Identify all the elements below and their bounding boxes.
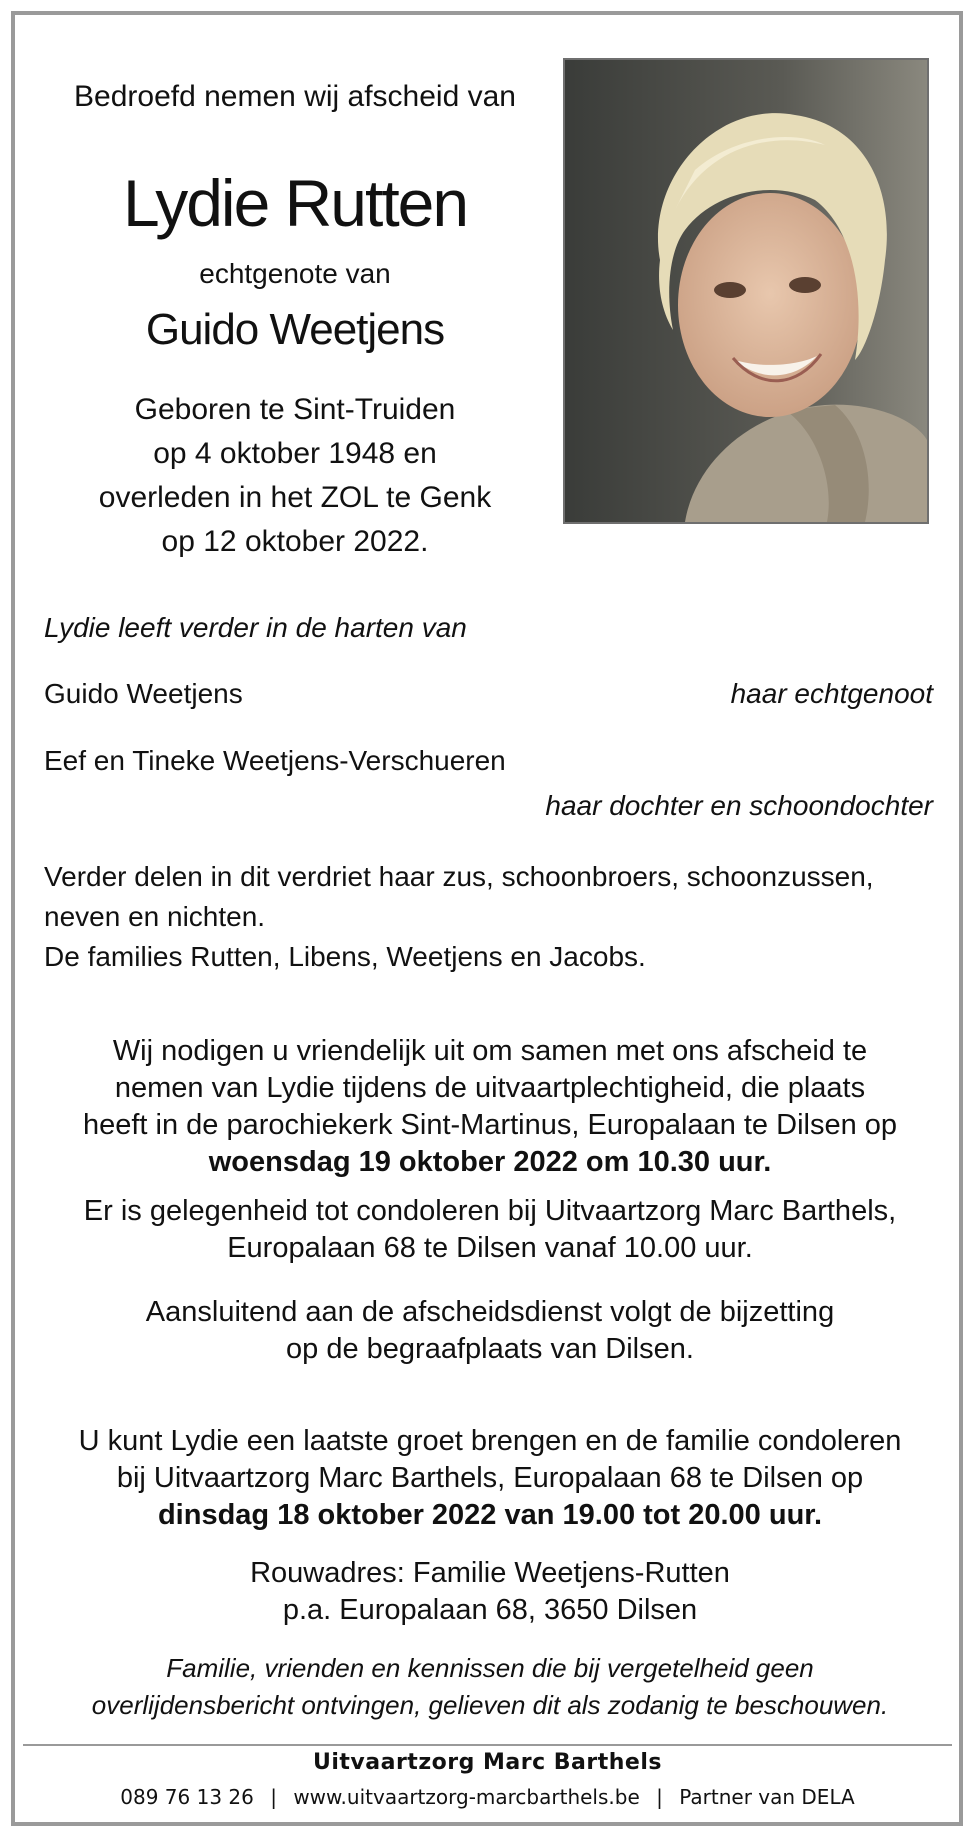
website-link[interactable]: www.uitvaartzorg-marcbarthels.be bbox=[293, 1785, 640, 1809]
burial-line: op de begraafplaats van Dilsen. bbox=[286, 1333, 694, 1365]
other-relatives-line: neven en nichten. bbox=[44, 901, 266, 932]
notice-line: Familie, vrienden en kennissen die bij vergetelheid geen bbox=[166, 1653, 814, 1683]
invitation-line: Wij nodigen u vriendelijk uit om samen met ons afscheid te bbox=[112, 1035, 868, 1067]
death-line: op 12 oktober 2022. bbox=[161, 525, 429, 558]
funeral-invitation bbox=[30, 1033, 950, 1181]
phone-number: 089 76 13 26 bbox=[120, 1785, 254, 1809]
family-member-name: Guido Weetjens bbox=[44, 678, 243, 709]
portrait-photo bbox=[563, 58, 929, 524]
burial-info bbox=[30, 1294, 950, 1368]
other-relatives bbox=[44, 857, 944, 977]
lives-on-intro: Lydie leeft verder in de harten van bbox=[44, 612, 467, 643]
family-member-relation: haar dochter en schoondochter bbox=[545, 790, 933, 821]
other-relatives-line: Verder delen in dit verdriet haar zus, schoonbroers, schoonzussen, bbox=[44, 861, 874, 892]
partner-text: Partner van DELA bbox=[679, 1785, 855, 1809]
footer-separator: | bbox=[270, 1785, 277, 1809]
family-member-relation: haar echtgenoot bbox=[730, 678, 933, 709]
invitation-line: heeft in de parochiekerk Sint-Martinus, Europalaan te Dilsen op bbox=[82, 1109, 898, 1141]
address-line: Rouwadres: Familie Weetjens-Rutten bbox=[250, 1557, 730, 1589]
visitation-info bbox=[30, 1423, 950, 1534]
condolence-info bbox=[30, 1193, 950, 1267]
deceased-name: Lydie Rutten bbox=[122, 166, 468, 240]
funeral-date: woensdag 19 oktober 2022 om 10.30 uur. bbox=[208, 1146, 772, 1178]
family-member-name: Eef en Tineke Weetjens-Verschueren bbox=[44, 745, 506, 776]
invitation-line: nemen van Lydie tijdens de uitvaartplechtigheid, die plaats bbox=[114, 1072, 866, 1104]
condolence-line: Er is gelegenheid tot condoleren bij Uitvaartzorg Marc Barthels, bbox=[83, 1195, 897, 1227]
birth-death-details bbox=[40, 388, 550, 564]
intro-text: Bedroefd nemen wij afscheid van bbox=[74, 80, 516, 113]
portrait-illustration bbox=[565, 60, 927, 522]
visitation-line: U kunt Lydie een laatste groet brengen en de familie condoleren bbox=[78, 1425, 902, 1457]
funeral-company-name: Uitvaartzorg Marc Barthels bbox=[313, 1750, 662, 1775]
notice-line: overlijdensbericht ontvingen, gelieven dit als zodanig te beschouwen. bbox=[91, 1690, 889, 1720]
birth-line: op 4 oktober 1948 en bbox=[153, 437, 437, 470]
spouse-name: Guido Weetjens bbox=[145, 305, 445, 354]
spouse-of-label: echtgenote van bbox=[199, 258, 391, 289]
condolence-line: Europalaan 68 te Dilsen vanaf 10.00 uur. bbox=[227, 1232, 753, 1264]
visitation-line: bij Uitvaartzorg Marc Barthels, Europalaan 68 te Dilsen op bbox=[116, 1462, 864, 1494]
families-line: De families Rutten, Libens, Weetjens en Jacobs. bbox=[44, 941, 646, 972]
notice-text bbox=[30, 1650, 950, 1724]
footer-separator: | bbox=[656, 1785, 663, 1809]
burial-line: Aansluitend aan de afscheidsdienst volgt de bijzetting bbox=[145, 1296, 835, 1328]
death-line: overleden in het ZOL te Genk bbox=[98, 481, 492, 514]
address-line: p.a. Europalaan 68, 3650 Dilsen bbox=[282, 1594, 698, 1626]
footer-contact bbox=[23, 1785, 952, 1809]
birth-line: Geboren te Sint-Truiden bbox=[134, 393, 456, 426]
visitation-date: dinsdag 18 oktober 2022 van 19.00 tot 20.00 uur. bbox=[157, 1499, 823, 1531]
mourning-address bbox=[30, 1555, 950, 1629]
footer-divider bbox=[23, 1744, 952, 1746]
